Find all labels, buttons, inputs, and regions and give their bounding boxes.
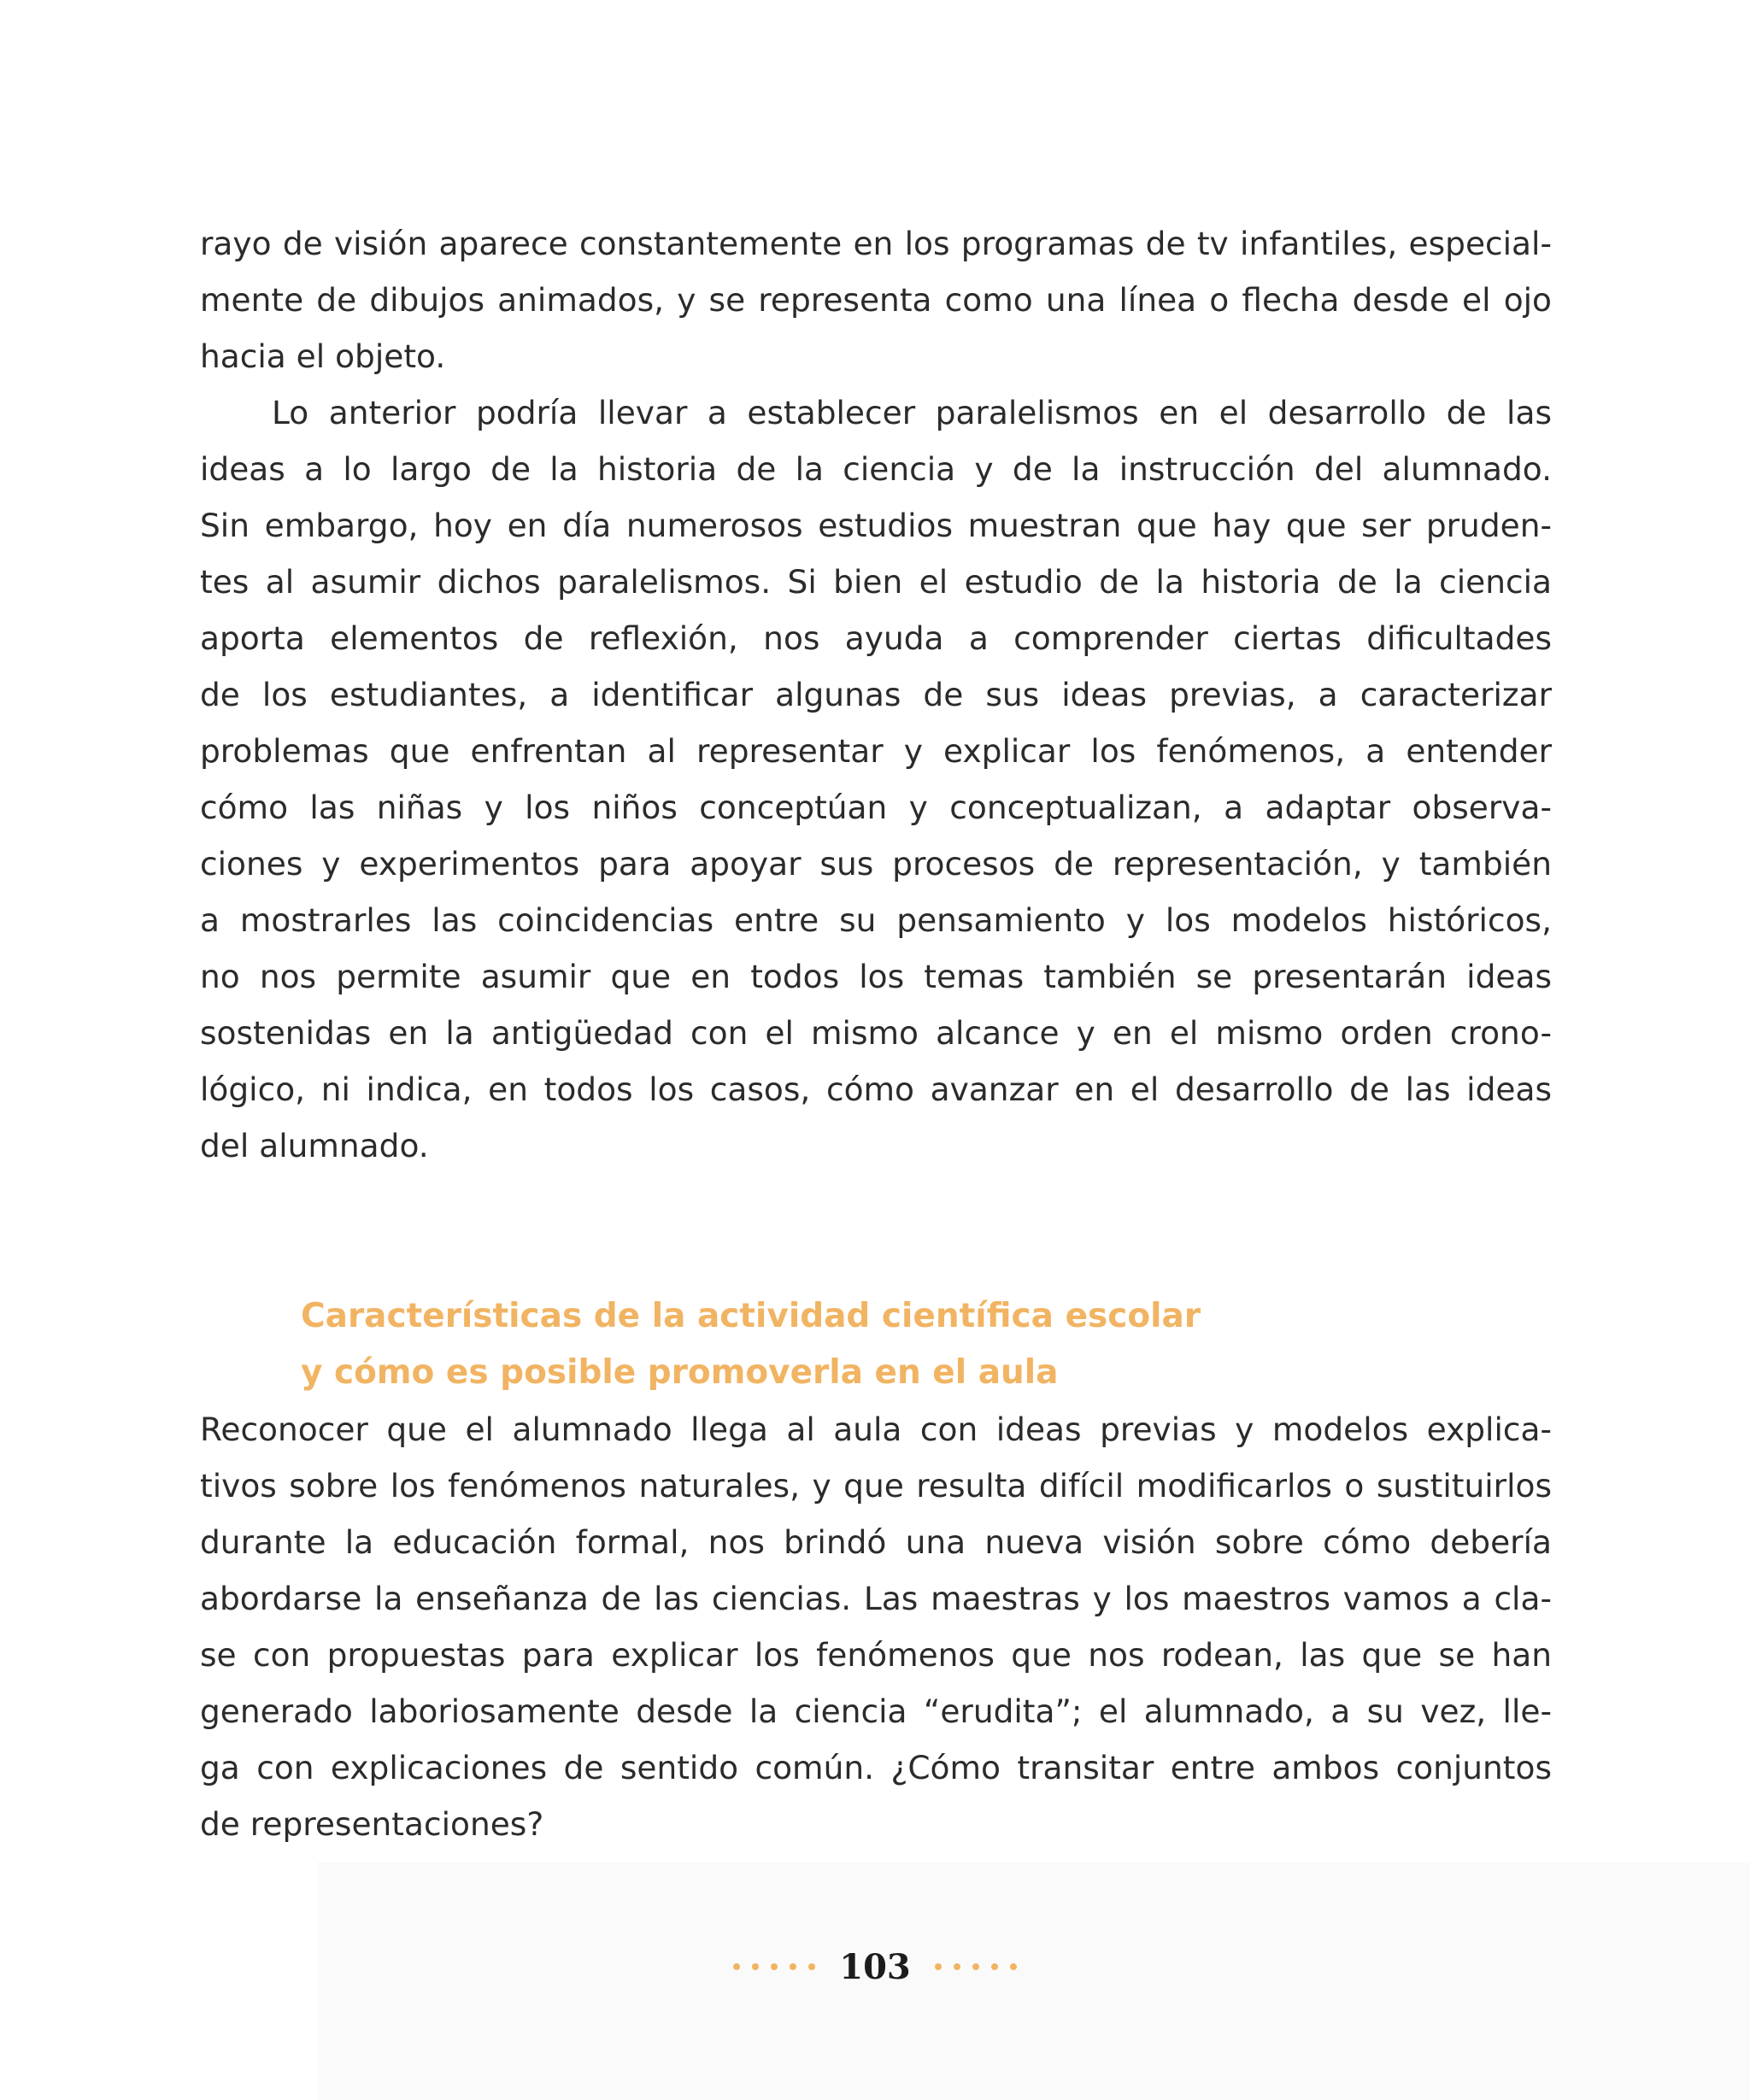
text-line: no nos permite asumir que en todos los temas también se presentarán ideas [200, 958, 1552, 995]
text-line: ciones y experimentos para apoyar sus procesos de representación, y también [200, 845, 1552, 883]
text-line: abordarse la enseñanza de las ciencias. Las maestras y los maestros vamos a cla- [200, 1580, 1552, 1617]
dot-icon [991, 1963, 998, 1970]
text-line: lógico, ni indica, en todos los casos, cómo avanzar en el desarrollo de las ideas [200, 1071, 1552, 1108]
text-line: del alumnado. [200, 1127, 429, 1164]
heading-line: y cómo es posible promoverla en el aula [301, 1353, 1059, 1392]
text-line: de los estudiantes, a identificar algunas de sus ideas previas, a caracterizar [200, 676, 1552, 713]
dot-icon [972, 1963, 979, 1970]
text-line: Reconocer que el alumnado llega al aula con ideas previas y modelos explica- [200, 1411, 1552, 1448]
dot-icon [733, 1963, 740, 1970]
dot-icon [790, 1963, 796, 1970]
dot-icon [771, 1963, 778, 1970]
section-heading [301, 1288, 1201, 1401]
text-line: generado laboriosamente desde la ciencia “erudita”; el alumnado, a su vez, lle- [200, 1692, 1552, 1730]
page-number: 103 [839, 1946, 911, 1987]
text-line: Sin embargo, hoy en día numerosos estudios muestran que hay que ser pruden- [200, 507, 1552, 544]
text-line: rayo de visión aparece constantemente en los programas de tv infantiles, especial- [200, 225, 1552, 262]
text-line: de representaciones? [200, 1805, 544, 1843]
dot-icon [954, 1963, 960, 1970]
text-line: hacia el objeto. [200, 337, 446, 375]
heading-line: Características de la actividad científica escolar [301, 1297, 1201, 1335]
text-line: ga con explicaciones de sentido común. ¿Cómo transitar entre ambos conjuntos [200, 1749, 1552, 1786]
right-dots [935, 1963, 1017, 1970]
text-line: Lo anterior podría llevar a establecer paralelismos en el desarrollo de las [272, 394, 1552, 431]
text-line: cómo las niñas y los niños conceptúan y conceptualizan, a adaptar observa- [200, 789, 1552, 826]
text-line: a mostrarles las coincidencias entre su pensamiento y los modelos históricos, [200, 901, 1552, 939]
text-line: problemas que enfrentan al representar y explicar los fenómenos, a entender [200, 732, 1552, 770]
paragraph-2 [200, 384, 1552, 1174]
text-line: sostenidas en la antigüedad con el mismo alcance y en el mismo orden crono- [200, 1014, 1552, 1052]
dot-icon [808, 1963, 815, 1970]
text-line: tes al asumir dichos paralelismos. Si bien el estudio de la historia de la ciencia [200, 563, 1552, 601]
text-line: aporta elementos de reflexión, nos ayuda a comprender ciertas dificultades [200, 619, 1552, 657]
paragraph-1 [200, 215, 1552, 384]
page-footer [0, 1941, 1750, 1992]
dot-icon [1010, 1963, 1017, 1970]
text-line: mente de dibujos animados, y se representa como una línea o flecha desde el ojo [200, 281, 1552, 319]
text-line: durante la educación formal, nos brindó una nueva visión sobre cómo debería [200, 1523, 1552, 1561]
dot-icon [752, 1963, 759, 1970]
text-line: ideas a lo largo de la historia de la ciencia y de la instrucción del alumnado. [200, 450, 1552, 488]
paragraph-3 [200, 1401, 1552, 1852]
text-line: se con propuestas para explicar los fenómenos que nos rodean, las que se han [200, 1636, 1552, 1674]
text-line: tivos sobre los fenómenos naturales, y que resulta difícil modificarlos o sustituirlos [200, 1467, 1552, 1505]
left-dots [733, 1963, 815, 1970]
dot-icon [935, 1963, 942, 1970]
